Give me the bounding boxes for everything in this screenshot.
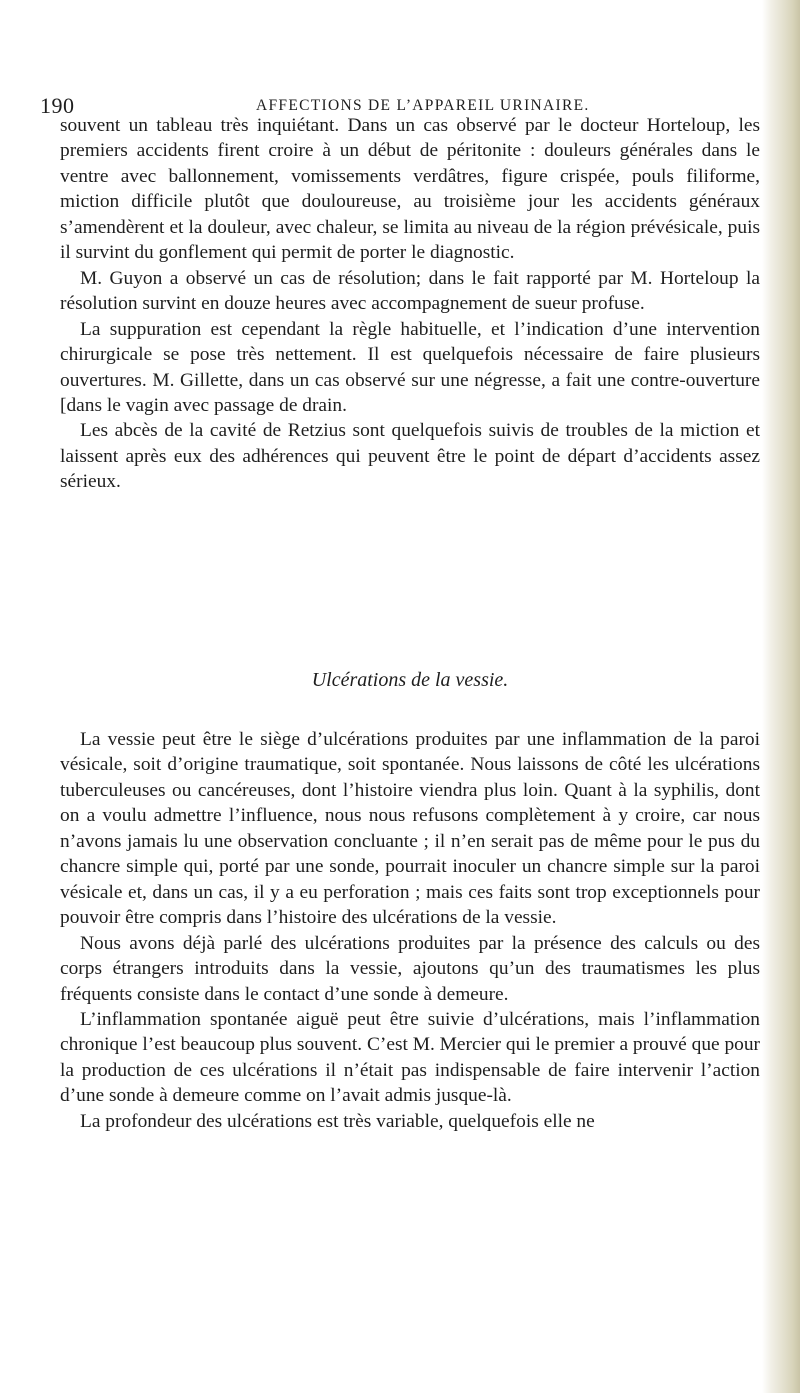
paragraph-retzius-abscess: Les abcès de la cavité de Retzius sont quelquefois suivis de troubles de la miction et laissent après eux des adhérences qui peuvent être le point de départ d’accidents assez sérieux. — [60, 420, 760, 493]
text-block-after-heading — [60, 727, 760, 1134]
paragraph-suppuration: La suppuration est cependant la règle habituelle, et l’indication d’une intervention chirurgicale se pose très nettement. Il est quelquefois nécessaire de faire plusieurs ouvertures. M. Gillette, dans un cas observé sur une négresse, a fait une contre-ouverture [dans le vagin avec passage de drain. — [60, 318, 760, 416]
paragraph-calculi: Nous avons déjà parlé des ulcérations produites par la présence des calculs ou des corps étrangers introduits dans la vessie, ajoutons qu’un des traumatismes les plus fréquents consiste dans le contact d’une sonde à demeure. — [60, 932, 760, 1005]
text-block-before-heading — [60, 113, 760, 495]
paragraph-ulcer-causes: La vessie peut être le siège d’ulcérations produites par une inflammation de la paroi vésicale, soit d’origine traumatique, soit spontanée. Nous laissons de côté les ulcérations tuberculeuses ou cancéreuses, dont l’histoire viendra plus loin. Quant à la syphilis, dont on a voulu admettre l’influence, nous nous refusons complètement à y croire, car nous n’avons jamais lu une observation concluante ; il n’en serait pas de même pour le pus du chancre simple qui, porté par une sonde, pourrait inoculer un chancre simple sur la paroi vésicale et, dans un cas, il y a eu perforation ; mais ces faits sont trop exceptionnels pour pouvoir être compris dans l’histoire des ulcérations de la vessie. — [60, 729, 760, 929]
running-title: AFFECTIONS DE L’APPAREIL URINAIRE. — [256, 97, 590, 114]
paragraph-inflammation: L’inflammation spontanée aiguë peut être suivie d’ulcérations, mais l’inflammation chronique l’est beaucoup plus souvent. C’est M. Mercier qui le premier a prouvé que pour la production de ces ulcérations il n’était pas indispensable de faire intervenir l’action d’une sonde à demeure comme on l’avait admis jusque-là. — [60, 1008, 761, 1107]
section-heading: Ulcérations de la vessie. — [311, 669, 509, 691]
paragraph-guyon-resolution: M. Guyon a observé un cas de résolution; dans le fait rapporté par M. Horteloup la résolution survint en douze heures avec accompagnement de sueur profuse. — [60, 267, 760, 315]
page-number: 190 — [40, 93, 75, 118]
paragraph-continuation: souvent un tableau très inquiétant. Dans un cas observé par le docteur Horteloup, les premiers accidents firent croire à un début de péritonite : douleurs générales dans le ventre avec ballonnement, vomissements verdâtres, figure crispée, pouls filiforme, miction difficile plutôt que douloureuse, au troisième jour les accidents généraux s’amendèrent et la douleur, avec chaleur, se limita au niveau de la région prévésicale, puis il survint du gonflement qui permit de porter le diagnostic. — [60, 115, 760, 264]
paragraph-depth: La profondeur des ulcérations est très variable, quelquefois elle ne — [80, 1110, 595, 1132]
page-edge-shadow — [762, 0, 800, 1393]
